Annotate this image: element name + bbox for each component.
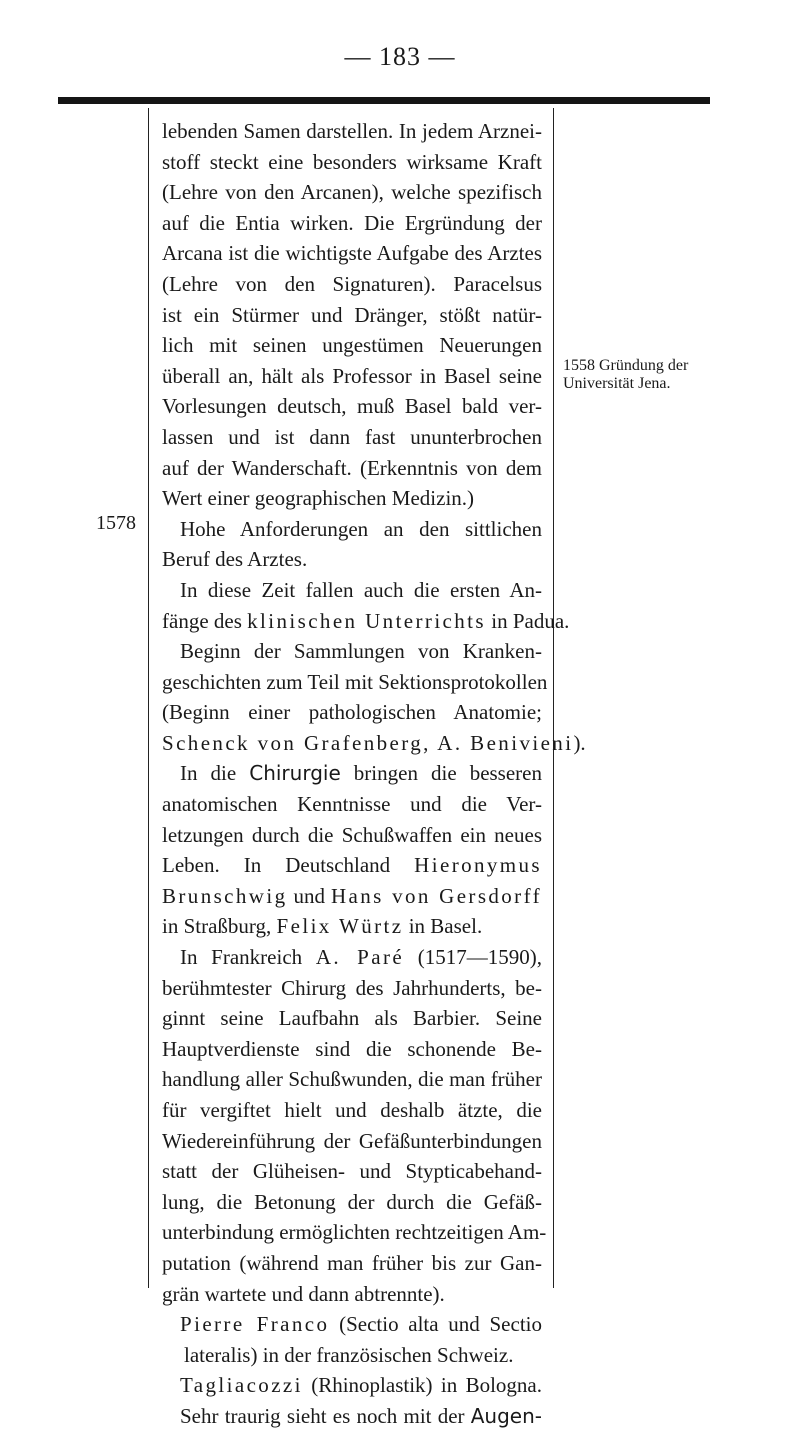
text-line: putation (während man früher bis zur Gan-: [162, 1250, 542, 1275]
text-line: Brunschwig und Hans von Gersdorff: [162, 883, 542, 908]
page-number: — 183 —: [344, 42, 456, 71]
text-line: handlung aller Schußwunden, die man früher: [162, 1067, 542, 1092]
text-line: (Lehre von den Arcanen), welche spezifisch: [162, 180, 542, 205]
text-line: In diese Zeit fallen auch die ersten An-: [180, 577, 542, 602]
bold-term: Chirurgie: [249, 761, 341, 786]
spaced-term: klinischen Unterrichts: [247, 608, 486, 633]
text-line: ginnt seine Laufbahn als Barbier. Seine: [162, 1006, 542, 1031]
text-line: in Straßburg, Felix Würtz in Basel.: [162, 914, 483, 939]
text-line: überall an, hält als Professor in Basel seine: [162, 363, 542, 388]
text-line: letzungen durch die Schußwaffen ein neues: [162, 822, 542, 847]
text-line: grän wartete und dann abtrennte).: [162, 1281, 445, 1306]
text-line: Pierre Franco (Sectio alta und Sectio: [180, 1312, 542, 1337]
spaced-name: Felix Würtz: [276, 914, 404, 939]
text-line: Beruf des Arztes.: [162, 547, 308, 572]
text-line: Schenck von Grafenberg, A. Benivieni).: [162, 730, 586, 755]
text-line: ist ein Stürmer und Dränger, stößt natür-: [162, 302, 542, 327]
text-line: (Beginn einer pathologischen Anatomie;: [162, 700, 542, 725]
bold-term: Augen-: [470, 1403, 542, 1428]
spaced-name: A. Paré: [315, 945, 405, 970]
text-line: Beginn der Sammlungen von Kranken-: [180, 639, 542, 664]
text-line: lateralis) in der französischen Schweiz.: [184, 1342, 514, 1367]
text-line: Hauptverdienste sind die schonende Be-: [162, 1036, 542, 1061]
text-line: Hohe Anforderungen an den sittlichen: [180, 516, 542, 541]
text-line: Tagliacozzi (Rhinoplastik) in Bologna.: [180, 1373, 542, 1398]
text-line: lich mit seinen ungestümen Neuerungen: [162, 333, 542, 358]
spaced-name: Hieronymus: [414, 853, 542, 878]
text-line: Wert einer geographischen Medizin.): [162, 486, 475, 511]
header-rule: [58, 97, 710, 104]
text-line: Wiedereinführung der Gefäßunterbindungen: [162, 1128, 542, 1153]
text-line: statt der Glüheisen- und Stypticabehand-: [162, 1159, 542, 1184]
spaced-name: Tagliacozzi: [180, 1373, 303, 1398]
text-line: Leben. In Deutschland Hieronymus: [162, 853, 542, 878]
spaced-name: Brunschwig: [162, 883, 288, 908]
text-line: lebenden Samen darstellen. In jedem Arznei-: [162, 119, 542, 143]
text-line: geschichten zum Teil mit Sektionsprotokollen: [162, 669, 548, 694]
margin-note-jena: [563, 357, 763, 393]
text-line: (Lehre von den Signaturen). Paracelsus: [162, 271, 542, 296]
right-column-rule: [553, 108, 554, 1288]
text-line: Vorlesungen deutsch, muß Basel bald ver-: [162, 394, 542, 419]
text-line: Arcana ist die wichtigste Aufgabe des Arztes: [162, 241, 542, 266]
spaced-name: Pierre Franco: [180, 1312, 330, 1337]
text-line: auf die Entia wirken. Die Ergründung der: [162, 210, 542, 235]
spaced-name: Schenck von Grafenberg, A. Benivieni: [162, 730, 574, 755]
text-line: Sehr traurig sieht es noch mit der Augen-: [180, 1403, 542, 1428]
text-line: unterbindung ermöglichten rechtzeitigen Am-: [162, 1220, 547, 1245]
text-line: lassen und ist dann fast ununterbrochen: [162, 424, 542, 449]
text-line: auf der Wanderschaft. (Erkenntnis von dem: [162, 455, 542, 480]
text-line: lung, die Betonung der durch die Gefäß-: [162, 1189, 542, 1214]
main-text-column: [162, 116, 586, 1432]
margin-year-1578: 1578: [96, 512, 136, 534]
text-line: fänge des klinischen Unterrichts in Padua.: [162, 608, 570, 633]
text-line: In Frankreich A. Paré (1517—1590),: [180, 945, 542, 970]
left-column-rule: [148, 108, 149, 1288]
text-line: berühmtester Chirurg des Jahrhunderts, be-: [162, 975, 542, 1000]
text-line: anatomischen Kenntnisse und die Ver-: [162, 792, 542, 817]
text-line: stoff steckt eine besonders wirksame Kraft: [162, 149, 542, 174]
text-line: In die Chirurgie bringen die besseren: [180, 761, 542, 786]
spaced-name: Hans von Gersdorff: [330, 883, 542, 908]
margin-note-line-1: 1558 Gründung der: [563, 357, 689, 374]
text-line: für vergiftet hielt und deshalb ätzte, die: [162, 1098, 542, 1122]
margin-note-line-2: Universität Jena.: [563, 375, 671, 392]
